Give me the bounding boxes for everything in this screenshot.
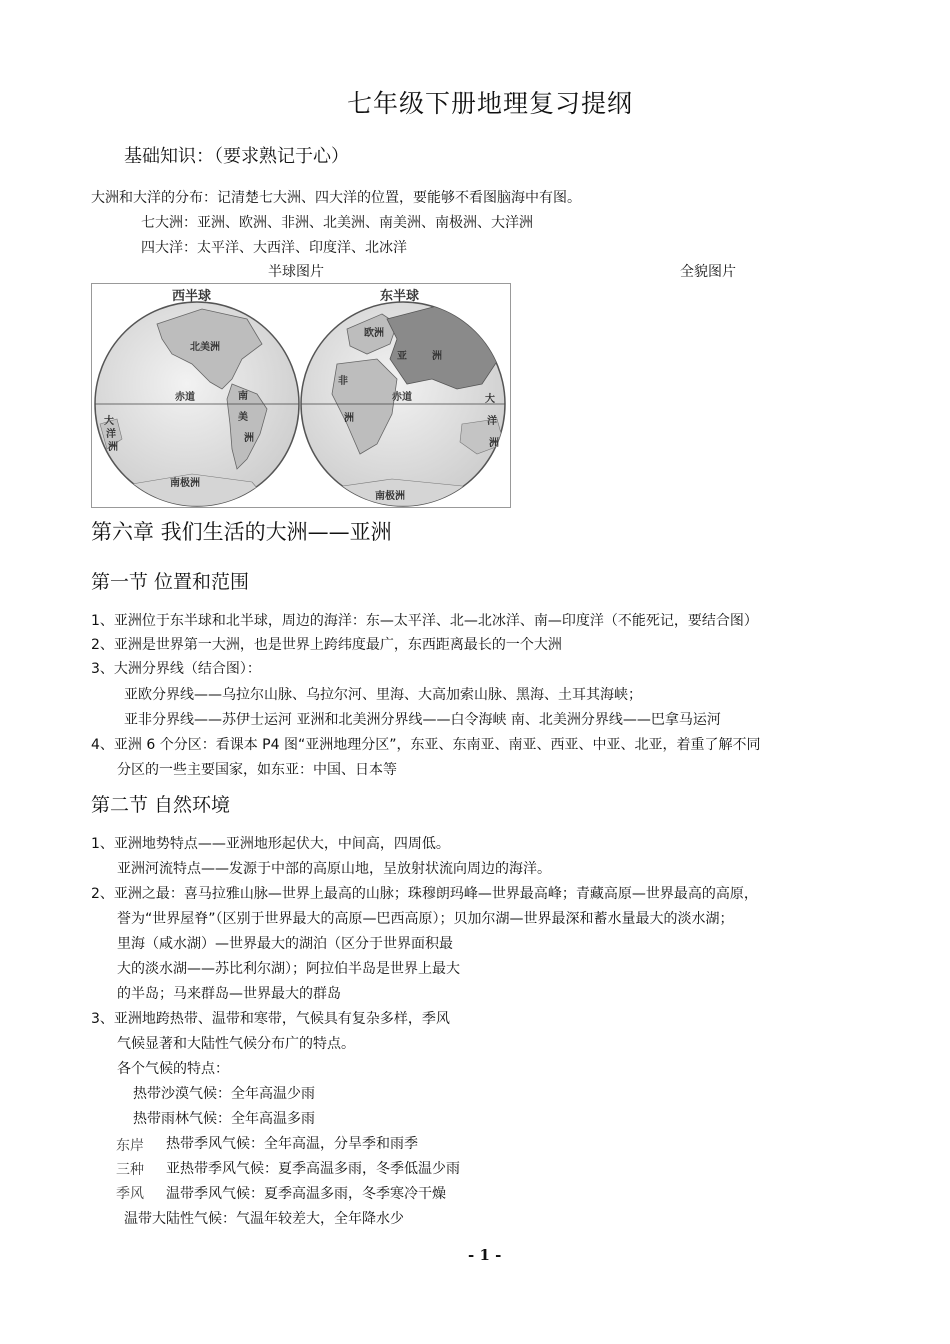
hemisphere-map — [91, 283, 511, 508]
oceania-label-west-2: 洋 — [106, 429, 116, 440]
page-title: 七年级下册地理复习提纲 — [347, 89, 634, 118]
oceania-label-west-1: 大 — [104, 416, 114, 427]
equator-label-east: 赤道 — [392, 392, 412, 403]
section2-line: 2、亚洲之最：喜马拉雅山脉—世界上最高的山脉；珠穆朗玛峰—世界最高峰；青藏高原—世界最高的高原， — [91, 886, 758, 902]
section2-line: 气候显著和大陆性气候分布广的特点。 — [117, 1036, 355, 1052]
section1-line: 分区的一些主要国家，如东亚：中国、日本等 — [117, 762, 397, 778]
climate-item: 热带雨林气候：全年高温多雨 — [133, 1111, 315, 1127]
chapter-heading: 第六章 我们生活的大洲——亚洲 — [91, 520, 392, 544]
section2-line: 亚洲河流特点——发源于中部的高原山地，呈放射状流向周边的海洋。 — [117, 861, 551, 877]
asia-label-1: 亚 — [397, 351, 407, 362]
south-america-label-1: 南 — [238, 391, 248, 402]
antarctica-label-west: 南极洲 — [170, 478, 200, 489]
intro-line: 大洲和大洋的分布：记清楚七大洲、四大洋的位置，要能够不看图脑海中有图。 — [91, 190, 581, 206]
eastern-hemisphere-title: 东半球 — [380, 289, 420, 304]
south-america-label-3: 洲 — [244, 433, 254, 444]
basic-knowledge-heading: 基础知识：（要求熟记于心） — [124, 146, 349, 167]
north-america-label: 北美洲 — [190, 342, 220, 353]
monsoon-side-label: 三种 — [116, 1162, 144, 1178]
oceania-label-east-1: 大 — [485, 394, 495, 405]
western-hemisphere-title: 西半球 — [172, 289, 212, 304]
section1-line: 2、亚洲是世界第一大洲，也是世界上跨纬度最广，东西距离最长的一个大洲 — [91, 637, 562, 653]
section1-line: 1、亚洲位于东半球和北半球，周边的海洋：东—太平洋、北—北冰洋、南—印度洋（不能死记，要结合图） — [91, 613, 758, 629]
section2-line: 大的淡水湖——苏比利尔湖）；阿拉伯半岛是世界上最大 — [117, 961, 460, 977]
section-heading: 第二节 自然环境 — [91, 794, 231, 816]
climate-item: 热带季风气候：全年高温，分旱季和雨季 — [166, 1136, 418, 1152]
section2-line: 3、亚洲地跨热带、温带和寒带，气候具有复杂多样，季风 — [91, 1011, 450, 1027]
asia-label-2: 洲 — [432, 351, 442, 362]
south-america-label-2: 美 — [238, 412, 248, 423]
africa-label-1: 非 — [338, 376, 348, 387]
oceania-label-east-2: 洋 — [487, 416, 497, 427]
four-oceans-line: 四大洋：太平洋、大西洋、印度洋、北冰洋 — [141, 240, 407, 256]
section2-line: 里海（咸水湖）—世界最大的湖泊（区分于世界面积最 — [117, 936, 453, 952]
europe-label: 欧洲 — [364, 328, 384, 339]
overview-caption: 全貌图片 — [680, 264, 736, 280]
equator-label-west: 赤道 — [175, 392, 195, 403]
section1-line: 亚欧分界线——乌拉尔山脉、乌拉尔河、里海、大高加索山脉、黑海、土耳其海峡； — [124, 687, 642, 703]
climate-item: 温带大陆性气候：气温年较差大，全年降水少 — [124, 1211, 404, 1227]
africa-label-2: 洲 — [344, 413, 354, 424]
asia-shape — [387, 306, 502, 389]
antarctica-label-east: 南极洲 — [375, 491, 405, 502]
oceania-label-east-3: 洲 — [489, 438, 499, 449]
oceania-label-west-3: 洲 — [108, 442, 118, 453]
seven-continents-line: 七大洲：亚洲、欧洲、非洲、北美洲、南美洲、南极洲、大洋洲 — [141, 215, 533, 231]
monsoon-side-label: 东岸 — [116, 1138, 144, 1154]
page-number: - 1 - — [468, 1246, 502, 1264]
hemisphere-caption: 半球图片 — [268, 264, 324, 280]
climate-item: 亚热带季风气候：夏季高温多雨，冬季低温少雨 — [166, 1161, 460, 1177]
section2-line: 誉为“世界屋脊”（区别于世界最大的高原—巴西高原）；贝加尔湖—世界最深和蓄水量最大的淡水湖； — [117, 911, 734, 927]
section2-line: 各个气候的特点： — [117, 1061, 229, 1077]
climate-item: 温带季风气候：夏季高温多雨，冬季寒冷干燥 — [166, 1186, 446, 1202]
climate-item: 热带沙漠气候：全年高温少雨 — [133, 1086, 315, 1102]
section2-line: 的半岛；马来群岛—世界最大的群岛 — [117, 986, 341, 1002]
section1-line: 3、大洲分界线（结合图）： — [91, 661, 261, 677]
monsoon-side-label: 季风 — [116, 1186, 144, 1202]
section-heading: 第一节 位置和范围 — [91, 571, 250, 593]
section1-line: 4、亚洲 6 个分区：看课本 P4 图“亚洲地理分区”，东亚、东南亚、南亚、西亚、中亚、北亚，着重了解不同 — [91, 737, 761, 753]
section2-line: 1、亚洲地势特点——亚洲地形起伏大，中间高，四周低。 — [91, 836, 450, 852]
section1-line: 亚非分界线——苏伊士运河 亚洲和北美洲分界线——白令海峡 南、北美洲分界线——巴拿马运河 — [124, 712, 721, 728]
